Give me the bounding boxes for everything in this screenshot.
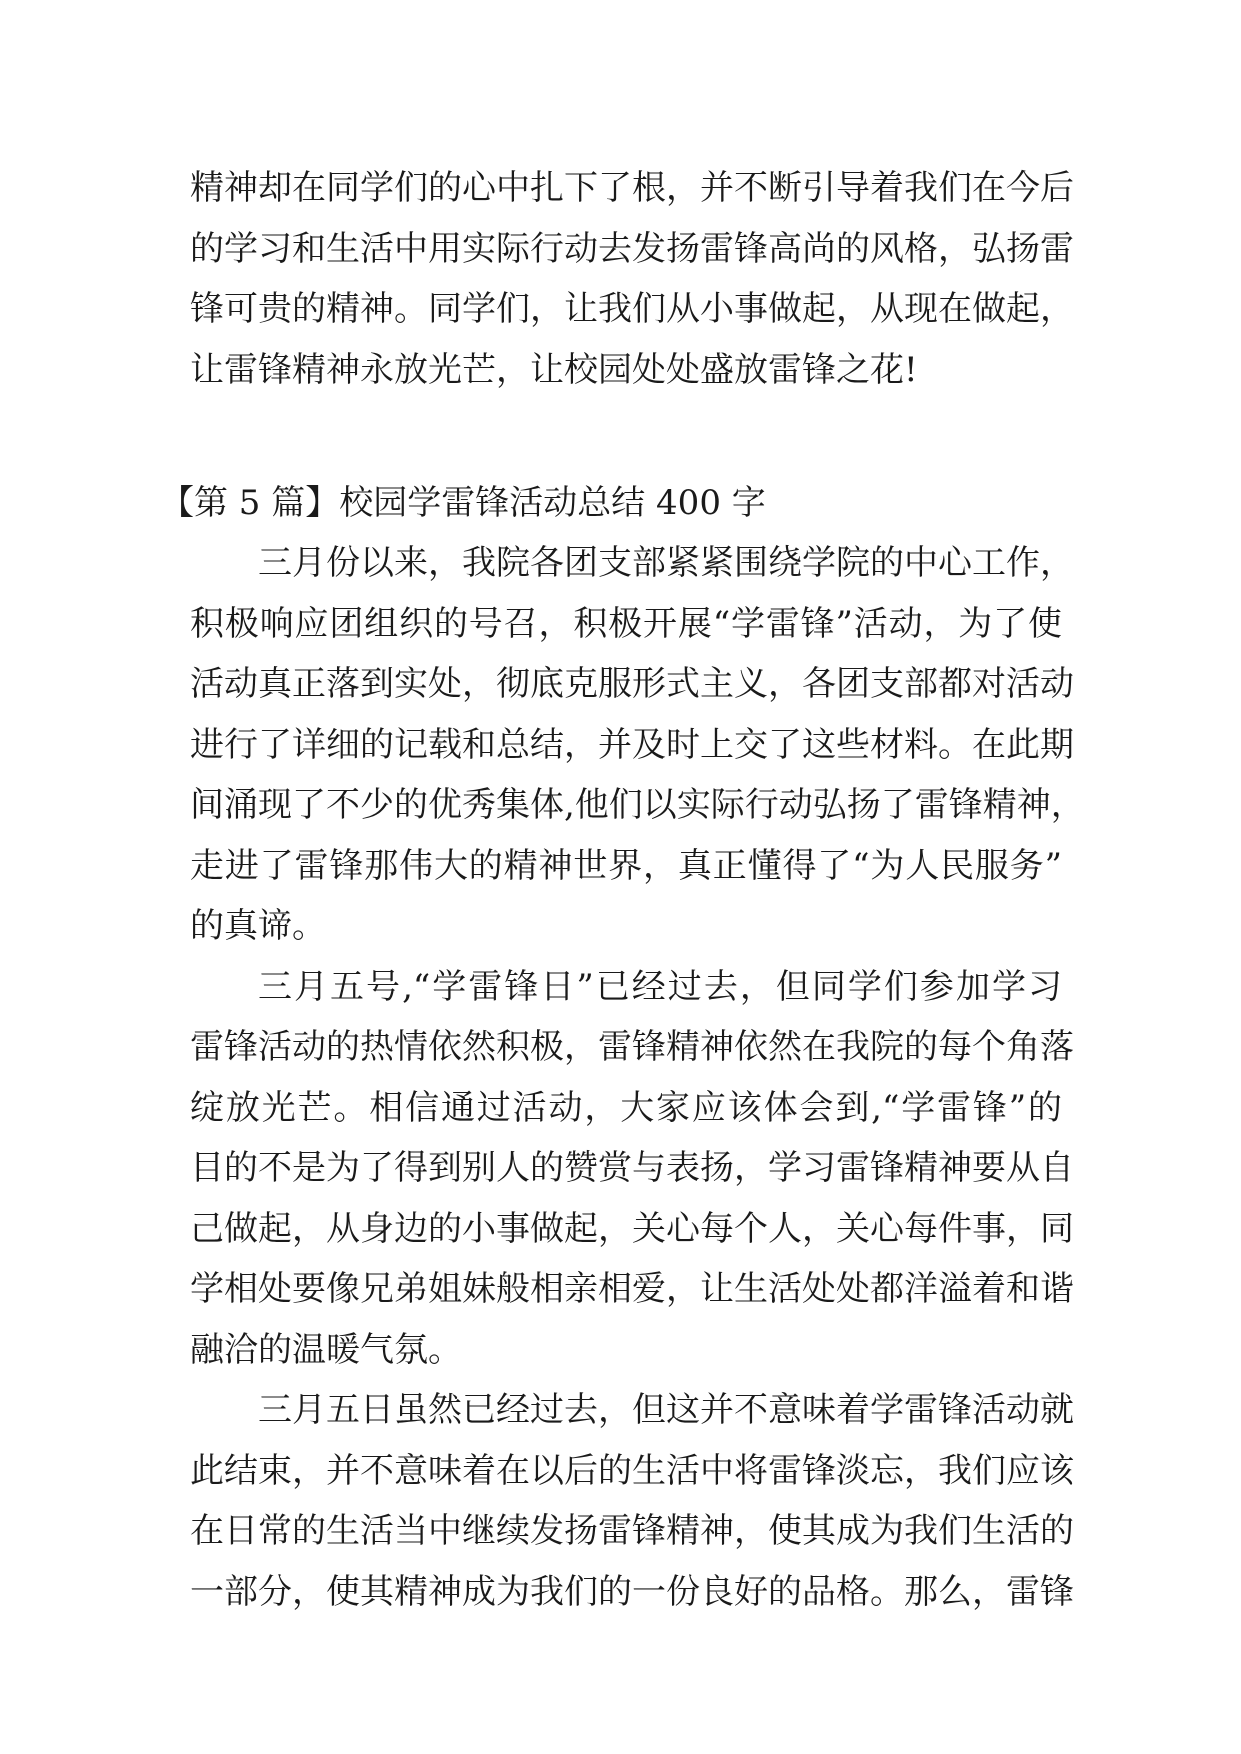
text-line: 的真谛。	[190, 906, 326, 946]
text-line: 锋可贵的精神。同学们，让我们从小事做起，从现在做起，	[190, 289, 1074, 329]
paragraph-1	[190, 533, 1085, 957]
section-heading: 【第 5 篇】校园学雷锋活动总结 400 字	[160, 483, 766, 523]
text-line: 精神却在同学们的心中扎下了根，并不断引导着我们在今后	[190, 168, 1074, 208]
section-gap	[190, 400, 1062, 473]
text-line: 己做起，从身边的小事做起，关心每个人，关心每件事，同	[190, 1208, 1074, 1249]
text-line: 融洽的温暖气氛。	[190, 1329, 462, 1370]
text-line: 一部分，使其精神成为我们的一份良好的品格。那么，雷锋	[190, 1571, 1074, 1612]
text-line: 在日常的生活当中继续发扬雷锋精神，使其成为我们生活的	[190, 1511, 1074, 1551]
text-line: 间涌现了不少的优秀集体,他们以实际行动弘扬了雷锋精神，	[190, 785, 1085, 825]
text-line: 三月份以来，我院各团支部紧紧围绕学院的中心工作，	[258, 543, 1074, 583]
text-line: 此结束，并不意味着在以后的生活中将雷锋淡忘，我们应该	[190, 1450, 1074, 1491]
text-line: 绽放光芒。相信通过活动，大家应该体会到,“学雷锋”的	[190, 1087, 1062, 1128]
text-line: 走进了雷锋那伟大的精神世界，真正懂得了“为人民服务”	[190, 845, 1062, 886]
text-line: 进行了详细的记载和总结，并及时上交了这些材料。在此期	[190, 724, 1074, 765]
document-page	[160, 158, 1085, 1622]
text-line: 学相处要像兄弟姐妹般相亲相爱，让生活处处都洋溢着和谐	[190, 1269, 1074, 1309]
intro-paragraph	[190, 158, 1074, 400]
paragraph-2	[190, 957, 1074, 1381]
paragraph-3	[190, 1380, 1074, 1622]
text-line: 活动真正落到实处，彻底克服形式主义，各团支部都对活动	[190, 664, 1074, 704]
text-line: 目的不是为了得到别人的赞赏与表扬，学习雷锋精神要从自	[190, 1148, 1074, 1188]
text-line: 积极响应团组织的号召，积极开展“学雷锋”活动，为了使	[190, 603, 1062, 644]
text-line: 三月五日虽然已经过去，但这并不意味着学雷锋活动就	[258, 1390, 1074, 1430]
text-line: 的学习和生活中用实际行动去发扬雷锋高尚的风格，弘扬雷	[190, 228, 1074, 269]
text-line: 让雷锋精神永放光芒，让校园处处盛放雷锋之花!	[190, 349, 918, 390]
text-line: 三月五号,“学雷锋日”已经过去，但同学们参加学习	[258, 966, 1062, 1007]
text-line: 雷锋活动的热情依然积极，雷锋精神依然在我院的每个角落	[190, 1027, 1074, 1067]
